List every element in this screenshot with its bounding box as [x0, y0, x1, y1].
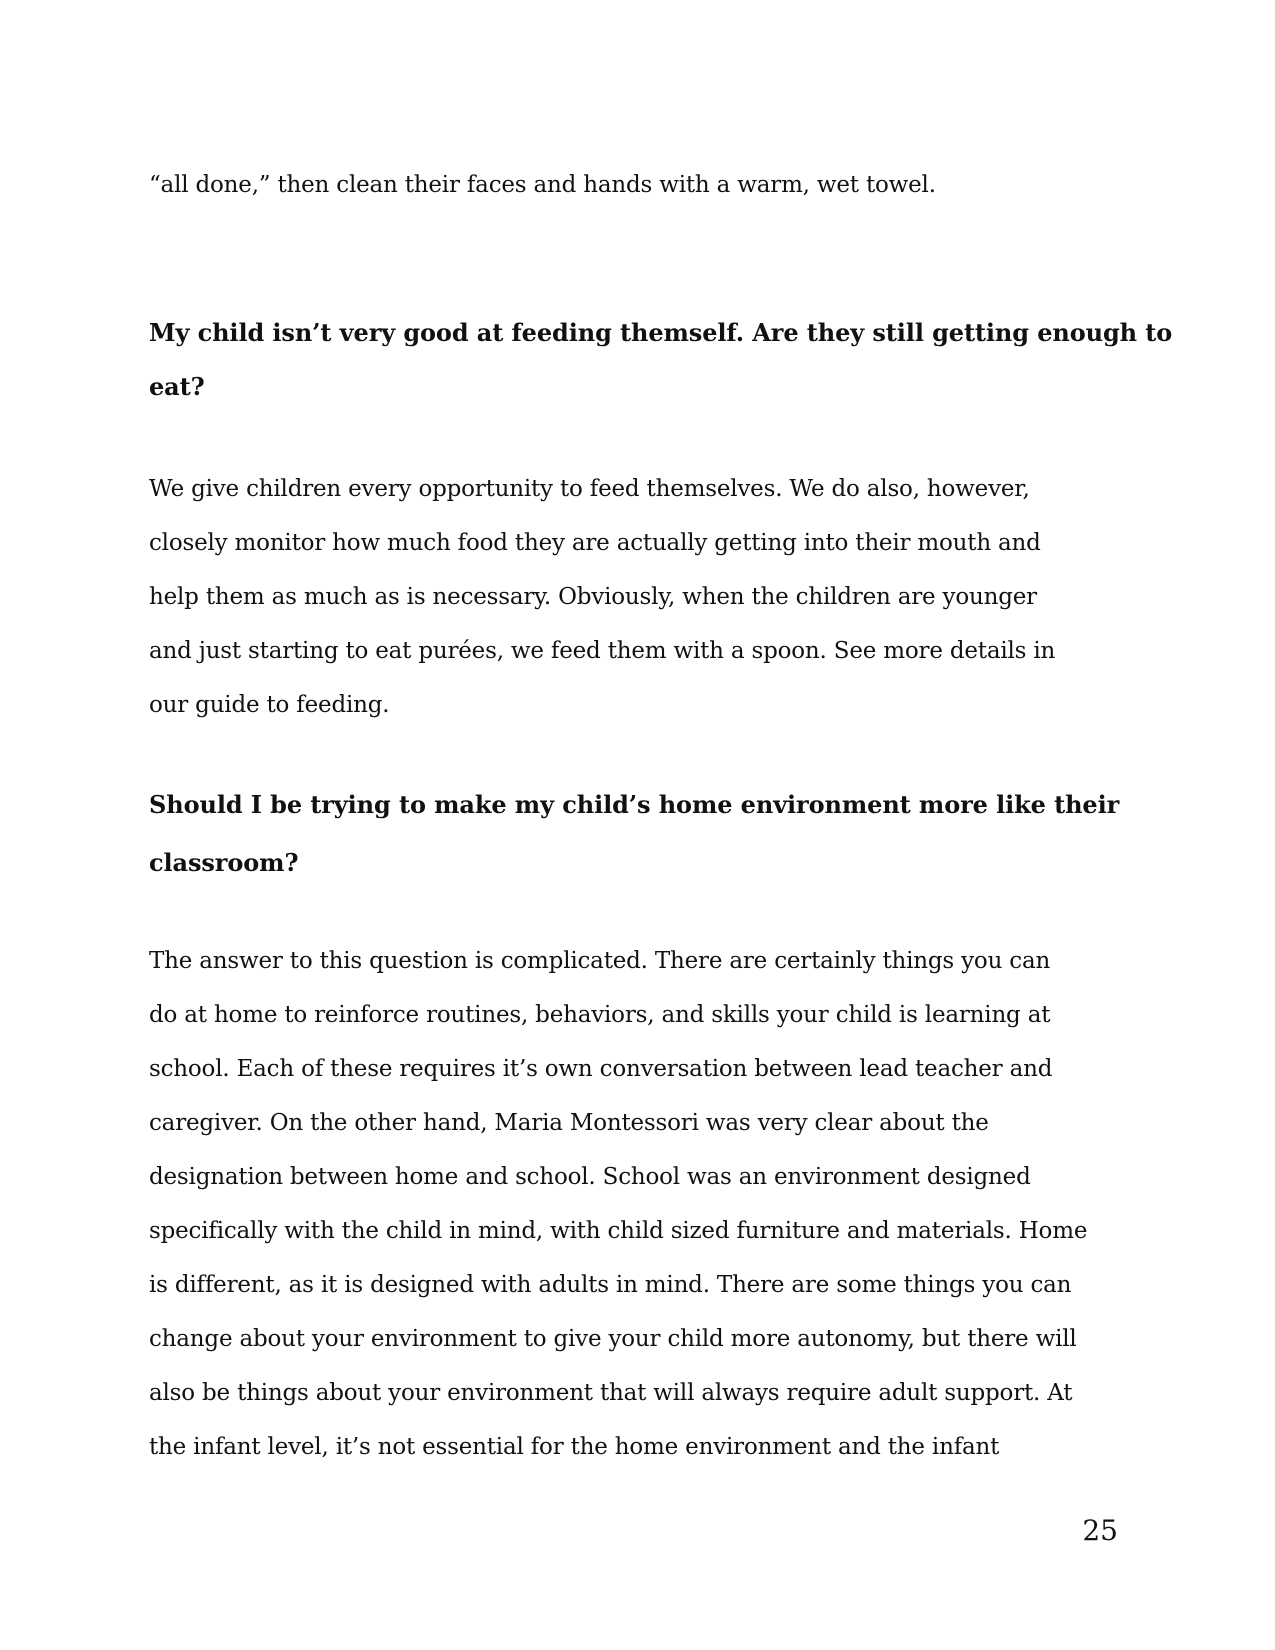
paragraph-line: closely monitor how much food they are actually getting into their mouth and [149, 530, 1041, 556]
paragraph-line: specifically with the child in mind, with child sized furniture and materials. Home [149, 1218, 1088, 1244]
paragraph-line: We give children every opportunity to feed themselves. We do also, however, [149, 476, 1030, 502]
paragraph-line: our guide to feeding. [149, 692, 390, 718]
faq-question-heading: My child isn’t very good at feeding themself. Are they still getting enough to [149, 318, 1173, 347]
paragraph-line: change about your environment to give your child more autonomy, but there will [149, 1326, 1077, 1352]
paragraph-line: designation between home and school. School was an environment designed [149, 1164, 1031, 1190]
paragraph-line: do at home to reinforce routines, behaviors, and skills your child is learning at [149, 1002, 1051, 1028]
paragraph-line: and just starting to eat purées, we feed them with a spoon. See more details in [149, 638, 1056, 664]
paragraph-line: “all done,” then clean their faces and hands with a warm, wet towel. [149, 172, 936, 198]
faq-question-heading: classroom? [149, 848, 299, 877]
paragraph-line: school. Each of these requires it’s own conversation between lead teacher and [149, 1056, 1053, 1082]
faq-question-heading: Should I be trying to make my child’s home environment more like their [149, 790, 1120, 819]
paragraph-line: also be things about your environment that will always require adult support. At [149, 1380, 1073, 1406]
paragraph-line: help them as much as is necessary. Obviously, when the children are younger [149, 584, 1037, 610]
paragraph-line: The answer to this question is complicated. There are certainly things you can [149, 948, 1051, 974]
faq-question-heading: eat? [149, 372, 205, 401]
paragraph-line: the infant level, it’s not essential for the home environment and the infant [149, 1434, 1000, 1460]
paragraph-line: is different, as it is designed with adults in mind. There are some things you can [149, 1272, 1072, 1298]
paragraph-line: caregiver. On the other hand, Maria Montessori was very clear about the [149, 1110, 989, 1136]
page-number: 25 [1082, 1514, 1118, 1547]
